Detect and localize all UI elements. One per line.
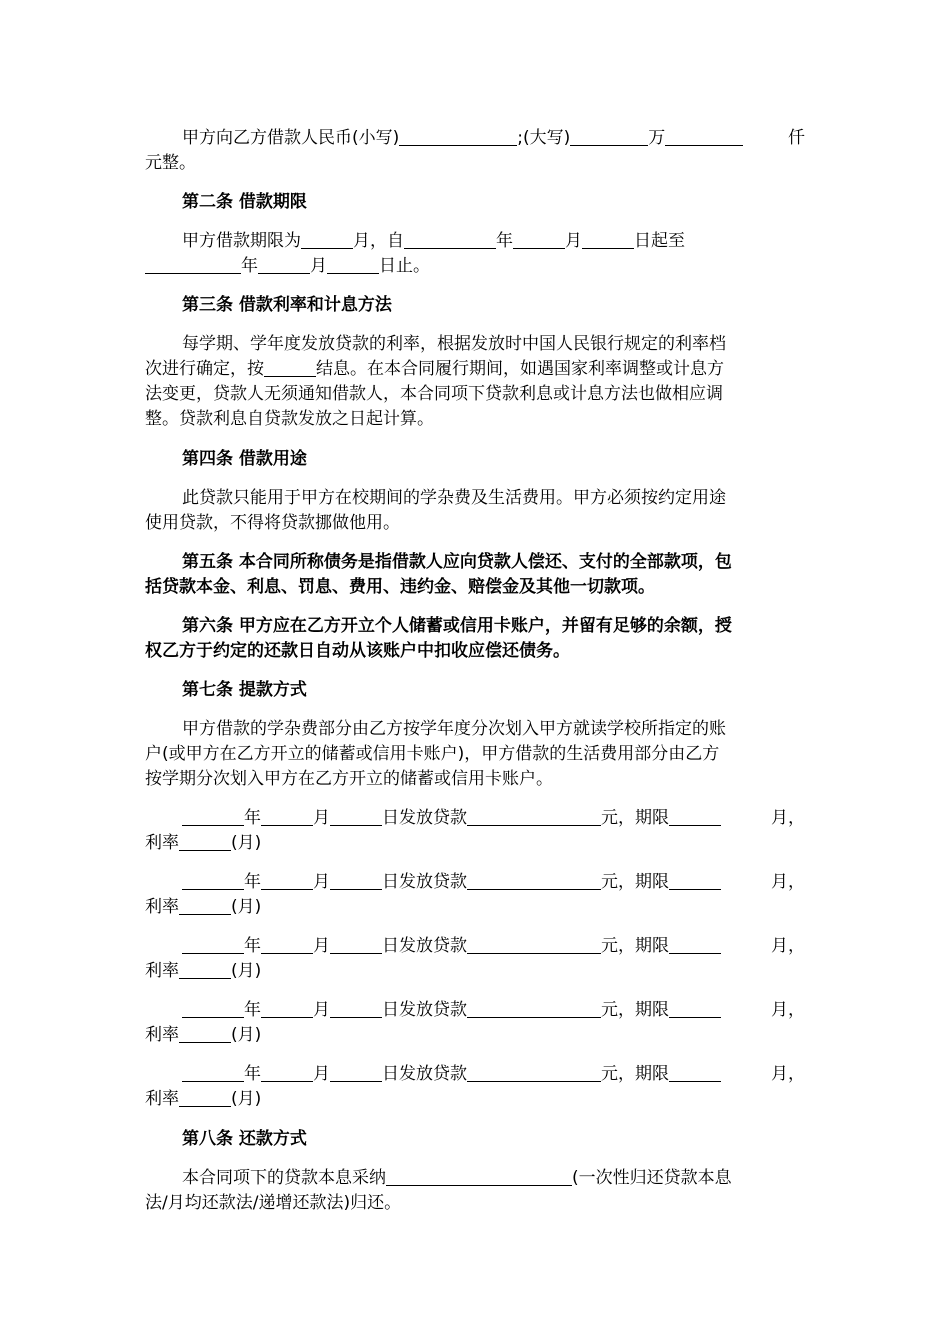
article-5-line-1: 第五条 本合同所称债务是指借款人应向贷款人偿还、支付的全部款项，包 — [182, 552, 732, 572]
amount-lowercase-blank — [399, 127, 517, 146]
year-label: 年 — [244, 1000, 261, 1020]
loan-label: 日发放贷款 — [382, 1000, 467, 1020]
amount-blank — [467, 871, 601, 890]
rate-unit: (月) — [231, 833, 262, 853]
rate-line — [145, 831, 805, 856]
rate-unit: (月) — [231, 1025, 262, 1045]
uppercase-label: ;(大写) — [517, 128, 571, 148]
wan-label: 万 — [648, 128, 666, 148]
term-blank — [669, 935, 721, 954]
article-3-line-1: 每学期、学年度发放贷款的利率，根据发放时中国人民银行规定的利率档 — [182, 334, 726, 354]
qian-label: 仟 — [788, 128, 805, 148]
month-label: 月 — [313, 936, 330, 956]
month-label: 月 — [313, 1000, 330, 1020]
amount-blank — [467, 807, 601, 826]
article-7-body — [145, 717, 805, 792]
term-blank — [669, 1063, 721, 1082]
article-4 — [145, 447, 805, 472]
disbursement-entry — [145, 1062, 805, 1112]
article-4-line-1: 此贷款只能用于甲方在校期间的学杂费及生活费用。甲方必须按约定用途 — [182, 488, 726, 508]
rate-line — [145, 959, 805, 984]
month-blank — [261, 807, 313, 826]
article-3-line-2 — [145, 357, 805, 382]
rate-label: 利率 — [145, 961, 179, 981]
article-2-body — [145, 229, 805, 279]
month-blank — [261, 999, 313, 1018]
term-months-blank — [301, 230, 353, 249]
until-label: 日起至 — [634, 231, 685, 251]
loan-label: 日发放贷款 — [382, 808, 467, 828]
article-4-heading: 第四条 借款用途 — [182, 449, 307, 469]
rate-unit: (月) — [231, 897, 262, 917]
amount-blank — [467, 935, 601, 954]
article-6 — [145, 614, 805, 664]
rate-blank — [179, 832, 231, 851]
end-day-blank — [327, 255, 379, 274]
end-year-blank — [145, 255, 241, 274]
month-end-label: 月， — [771, 1000, 805, 1020]
repayment-options: (一次性归还贷款本息 — [572, 1168, 732, 1188]
term-blank — [669, 807, 721, 826]
rate-unit: (月) — [231, 1089, 262, 1109]
from-label: 月，自 — [353, 231, 404, 251]
year-blank — [182, 1063, 244, 1082]
start-day-blank — [582, 230, 634, 249]
article-4-line-2: 使用贷款，不得将贷款挪做他用。 — [145, 513, 400, 533]
term-blank — [669, 999, 721, 1018]
article-6-line-2: 权乙方于约定的还款日自动从该账户中扣收应偿还债务。 — [145, 641, 570, 661]
disbursement-entry — [145, 998, 805, 1048]
disbursement-entry — [145, 870, 805, 920]
month-end-label: 月， — [771, 936, 805, 956]
month-label: 月 — [565, 231, 582, 251]
article-5-line-2: 括贷款本金、利息、罚息、费用、违约金、赔偿金及其他一切款项。 — [145, 577, 655, 597]
article-7-heading: 第七条 提款方式 — [182, 680, 307, 700]
loan-amount-label: 甲方向乙方借款人民币(小写) — [182, 128, 400, 148]
end-label: 日止。 — [379, 256, 430, 276]
month-end-label: 月， — [771, 1064, 805, 1084]
article-2-heading: 第二条 借款期限 — [182, 192, 307, 212]
loan-label: 日发放贷款 — [382, 1064, 467, 1084]
rate-line — [145, 1023, 805, 1048]
rate-label: 利率 — [145, 1089, 179, 1109]
article-7 — [145, 678, 805, 703]
day-blank — [330, 807, 382, 826]
term-label: 元，期限 — [601, 808, 669, 828]
loan-label: 日发放贷款 — [382, 872, 467, 892]
repayment-label: 本合同项下的贷款本息采纳 — [182, 1168, 386, 1188]
year-label: 年 — [496, 231, 513, 251]
rate-blank — [179, 1024, 231, 1043]
month-label: 月 — [313, 1064, 330, 1084]
start-month-blank — [513, 230, 565, 249]
month-blank — [261, 935, 313, 954]
day-blank — [330, 1063, 382, 1082]
disbursement-line — [145, 1062, 805, 1087]
loan-amount-line — [145, 126, 805, 151]
month-end-label: 月， — [771, 808, 805, 828]
year-label: 年 — [241, 256, 258, 276]
article-8-body — [145, 1166, 805, 1216]
month-blank — [261, 1063, 313, 1082]
start-year-blank — [404, 230, 496, 249]
rate-blank — [179, 1088, 231, 1107]
settle-label: 次进行确定，按 — [145, 359, 264, 379]
loan-amount-paragraph — [145, 126, 805, 176]
month-label: 月 — [310, 256, 327, 276]
loan-label: 日发放贷款 — [382, 936, 467, 956]
term-label: 元，期限 — [601, 1000, 669, 1020]
year-blank — [182, 871, 244, 890]
rate-blank — [179, 896, 231, 915]
term-label: 甲方借款期限为 — [182, 231, 301, 251]
month-blank — [261, 871, 313, 890]
settle-method-blank — [264, 358, 316, 377]
end-month-blank — [258, 255, 310, 274]
article-7-line-3: 按学期分次划入甲方在乙方开立的储蓄或信用卡账户。 — [145, 769, 553, 789]
rate-line — [145, 1087, 805, 1112]
month-end-label: 月， — [771, 872, 805, 892]
term-label: 元，期限 — [601, 936, 669, 956]
term-label: 元，期限 — [601, 1064, 669, 1084]
article-3-line-4: 整。贷款利息自贷款发放之日起计算。 — [145, 409, 434, 429]
day-blank — [330, 935, 382, 954]
rate-label: 利率 — [145, 1025, 179, 1045]
amount-blank — [467, 1063, 601, 1082]
year-blank — [182, 807, 244, 826]
term-line-1 — [145, 229, 805, 254]
disbursement-line — [145, 998, 805, 1023]
disbursement-line — [145, 934, 805, 959]
yuan-zheng-text: 元整。 — [145, 153, 196, 173]
rate-line — [145, 895, 805, 920]
repayment-line-2: 法/月均还款法/递增还款法)归还。 — [145, 1193, 402, 1213]
year-label: 年 — [244, 872, 261, 892]
article-6-line-1: 第六条 甲方应在乙方开立个人储蓄或信用卡账户，并留有足够的余额，授 — [182, 616, 732, 636]
article-8 — [145, 1127, 805, 1152]
article-5 — [145, 550, 805, 600]
disbursement-line — [145, 870, 805, 895]
disbursement-line — [145, 806, 805, 831]
wan-blank — [570, 127, 648, 146]
month-label: 月 — [313, 808, 330, 828]
month-label: 月 — [313, 872, 330, 892]
qian-blank — [665, 127, 743, 146]
repayment-line-1 — [145, 1166, 805, 1191]
amount-blank — [467, 999, 601, 1018]
settle-rest: 结息。在本合同履行期间，如遇国家利率调整或计息方 — [316, 359, 724, 379]
article-7-line-2: 户(或甲方在乙方开立的储蓄或信用卡账户)，甲方借款的生活费用部分由乙方 — [145, 744, 720, 764]
article-4-body — [145, 486, 805, 536]
disbursement-entry — [145, 934, 805, 984]
term-blank — [669, 871, 721, 890]
year-label: 年 — [244, 936, 261, 956]
article-2 — [145, 190, 805, 215]
article-3-body — [145, 332, 805, 432]
rate-label: 利率 — [145, 833, 179, 853]
term-label: 元，期限 — [601, 872, 669, 892]
year-blank — [182, 999, 244, 1018]
repayment-method-blank — [386, 1167, 572, 1186]
year-blank — [182, 935, 244, 954]
term-line-2 — [145, 254, 805, 279]
year-label: 年 — [244, 1064, 261, 1084]
article-3-heading: 第三条 借款利率和计息方法 — [182, 295, 392, 315]
year-label: 年 — [244, 808, 261, 828]
rate-blank — [179, 960, 231, 979]
article-7-line-1: 甲方借款的学杂费部分由乙方按学年度分次划入甲方就读学校所指定的账 — [182, 719, 726, 739]
rate-unit: (月) — [231, 961, 262, 981]
rate-label: 利率 — [145, 897, 179, 917]
day-blank — [330, 871, 382, 890]
disbursement-entry — [145, 806, 805, 856]
day-blank — [330, 999, 382, 1018]
article-3-line-3: 法变更，贷款人无须通知借款人，本合同项下贷款利息或计息方法也做相应调 — [145, 384, 723, 404]
article-3 — [145, 293, 805, 318]
article-8-heading: 第八条 还款方式 — [182, 1129, 307, 1149]
